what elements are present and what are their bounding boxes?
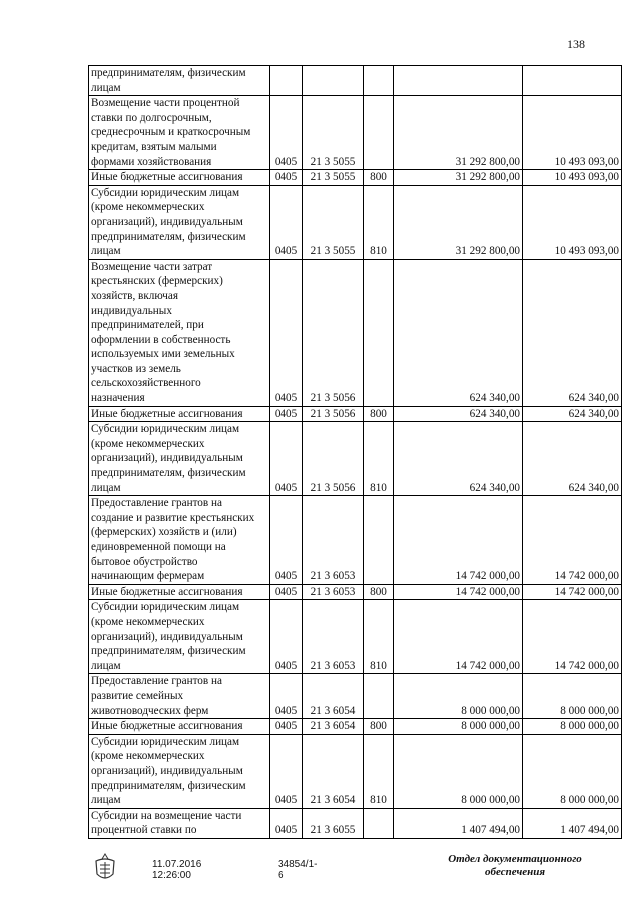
cell-section: 0405	[270, 406, 303, 422]
cell-article: 21 3 6054	[303, 719, 364, 735]
cell-expense-type	[364, 674, 394, 719]
cell-amount-2: 624 340,00	[523, 259, 622, 406]
cell-name	[89, 259, 270, 406]
cell-amount-1: 14 742 000,00	[394, 600, 523, 674]
cell-name-line: предпринимателям, физическим	[91, 230, 246, 243]
cell-name-line: сельскохозяйственного	[91, 377, 201, 390]
cell-name-line: создание и развитие крестьянских	[91, 511, 255, 524]
cell-name	[89, 734, 270, 808]
cell-amount-1: 1 407 494,00	[394, 808, 523, 838]
cell-name	[89, 406, 270, 422]
cell-article: 21 3 5056	[303, 259, 364, 406]
cell-name-line: бытовое обустройство	[91, 555, 198, 568]
cell-name-line: среднесрочным и краткосрочным	[91, 126, 251, 139]
cell-name-line: Иные бюджетные ассигнования	[91, 171, 243, 184]
table-row	[89, 584, 622, 600]
cell-name-line: организаций), индивидуальным	[91, 630, 243, 643]
cell-amount-2: 14 742 000,00	[523, 584, 622, 600]
cell-article: 21 3 6053	[303, 496, 364, 585]
cell-section: 0405	[270, 185, 303, 259]
cell-article: 21 3 6053	[303, 600, 364, 674]
cell-amount-1: 624 340,00	[394, 259, 523, 406]
cell-name-line: организаций), индивидуальным	[91, 764, 243, 777]
cell-name-line: (кроме некоммерческих	[91, 201, 205, 214]
cell-section: 0405	[270, 734, 303, 808]
cell-name	[89, 422, 270, 496]
table-row	[89, 674, 622, 719]
cell-article: 21 3 6053	[303, 584, 364, 600]
cell-name-line: предпринимателям, физическим	[91, 645, 246, 658]
cell-section: 0405	[270, 584, 303, 600]
cell-name	[89, 496, 270, 585]
cell-expense-type	[364, 808, 394, 838]
cell-article: 21 3 5056	[303, 406, 364, 422]
cell-name-line: Субсидии юридическим лицам	[91, 735, 240, 748]
cell-name-line: лицам	[91, 794, 121, 807]
cell-amount-2: 14 742 000,00	[523, 496, 622, 585]
cell-section: 0405	[270, 259, 303, 406]
cell-name-line: (фермерских) хозяйств и (или)	[91, 526, 237, 539]
page-number: 138	[567, 37, 585, 51]
cell-section: 0405	[270, 674, 303, 719]
table-row	[89, 170, 622, 186]
cell-name-line: индивидуальных	[91, 304, 172, 317]
footer-department	[440, 853, 590, 879]
footer-doc-number: 34854/1-6	[278, 859, 318, 881]
budget-table-body	[89, 66, 622, 839]
cell-name-line: предпринимателей, при	[91, 319, 204, 332]
coat-of-arms-icon	[92, 852, 118, 884]
cell-name-line: Субсидии юридическим лицам	[91, 601, 240, 614]
cell-amount-2: 14 742 000,00	[523, 600, 622, 674]
cell-name-line: Возмещение части затрат	[91, 260, 213, 273]
cell-article	[303, 66, 364, 96]
table-row	[89, 185, 622, 259]
cell-amount-1: 8 000 000,00	[394, 674, 523, 719]
cell-expense-type: 810	[364, 734, 394, 808]
cell-name-line: Субсидии юридическим лицам	[91, 423, 240, 436]
cell-article: 21 3 6054	[303, 674, 364, 719]
cell-name-line: животноводческих ферм	[91, 704, 209, 717]
footer-department-line1: Отдел документационного	[448, 853, 582, 865]
cell-name-line: Иные бюджетные ассигнования	[91, 585, 243, 598]
cell-expense-type	[364, 66, 394, 96]
cell-name-line: лицам	[91, 659, 121, 672]
table-row	[89, 66, 622, 96]
cell-name-line: формами хозяйствования	[91, 155, 212, 168]
table-row	[89, 406, 622, 422]
cell-name-line: Субсидии юридическим лицам	[91, 186, 240, 199]
cell-name-line: кредитам, взятым малыми	[91, 140, 217, 153]
cell-amount-2: 1 407 494,00	[523, 808, 622, 838]
footer-date: 11.07.2016 12:26:00	[152, 859, 202, 881]
cell-name-line: процентной ставки по	[91, 824, 197, 837]
cell-name	[89, 674, 270, 719]
cell-expense-type	[364, 96, 394, 170]
cell-name-line: лицам	[91, 245, 121, 258]
cell-name-line: (кроме некоммерческих	[91, 615, 205, 628]
cell-name-line: Возмещение части процентной	[91, 97, 240, 110]
table-row	[89, 600, 622, 674]
cell-section: 0405	[270, 96, 303, 170]
cell-article: 21 3 5055	[303, 185, 364, 259]
cell-article: 21 3 6055	[303, 808, 364, 838]
budget-table	[88, 65, 622, 839]
cell-amount-1: 14 742 000,00	[394, 584, 523, 600]
cell-name-line: (кроме некоммерческих	[91, 750, 205, 763]
cell-name-line: используемых ими земельных	[91, 348, 235, 361]
cell-name-line: назначения	[91, 392, 145, 405]
cell-expense-type	[364, 259, 394, 406]
cell-article: 21 3 5055	[303, 170, 364, 186]
cell-article: 21 3 5055	[303, 96, 364, 170]
cell-name-line: Предоставление грантов на	[91, 675, 222, 688]
cell-name-line: предпринимателям, физическим	[91, 779, 246, 792]
table-row	[89, 719, 622, 735]
table-row	[89, 808, 622, 838]
table-row	[89, 259, 622, 406]
cell-amount-2: 10 493 093,00	[523, 170, 622, 186]
cell-expense-type: 810	[364, 600, 394, 674]
cell-name	[89, 96, 270, 170]
cell-amount-1: 8 000 000,00	[394, 719, 523, 735]
cell-amount-1: 31 292 800,00	[394, 185, 523, 259]
cell-section: 0405	[270, 600, 303, 674]
cell-name	[89, 185, 270, 259]
cell-amount-2: 624 340,00	[523, 422, 622, 496]
cell-section: 0405	[270, 719, 303, 735]
cell-name-line: Предоставление грантов на	[91, 497, 222, 510]
cell-name-line: единовременной помощи на	[91, 541, 226, 553]
footer-department-line2: обеспечения	[484, 866, 545, 878]
cell-section: 0405	[270, 808, 303, 838]
cell-amount-1: 624 340,00	[394, 422, 523, 496]
cell-name-line: начинающим фермерам	[91, 570, 205, 583]
table-row	[89, 734, 622, 808]
table-row	[89, 96, 622, 170]
cell-name-line: Субсидии на возмещение части	[91, 809, 242, 822]
cell-expense-type: 800	[364, 170, 394, 186]
cell-amount-2: 8 000 000,00	[523, 719, 622, 735]
table-row	[89, 496, 622, 585]
cell-name-line: ставки по долгосрочным,	[91, 111, 212, 124]
cell-amount-2: 10 493 093,00	[523, 96, 622, 170]
cell-name-line: лицам	[91, 481, 121, 494]
cell-name	[89, 170, 270, 186]
cell-amount-1	[394, 66, 523, 96]
cell-expense-type: 810	[364, 185, 394, 259]
cell-amount-1: 8 000 000,00	[394, 734, 523, 808]
cell-expense-type: 800	[364, 406, 394, 422]
cell-name-line: предпринимателям, физическим	[91, 67, 246, 79]
cell-amount-2: 8 000 000,00	[523, 734, 622, 808]
cell-name-line: участков из земель	[91, 362, 181, 375]
cell-section: 0405	[270, 170, 303, 186]
cell-expense-type: 800	[364, 584, 394, 600]
cell-amount-1: 31 292 800,00	[394, 170, 523, 186]
cell-amount-1: 31 292 800,00	[394, 96, 523, 170]
cell-name-line: организаций), индивидуальным	[91, 452, 243, 465]
cell-name-line: лицам	[91, 81, 121, 94]
cell-amount-2	[523, 66, 622, 96]
cell-name-line: Иные бюджетные ассигнования	[91, 720, 243, 733]
cell-name-line: предпринимателям, физическим	[91, 467, 246, 480]
cell-expense-type: 810	[364, 422, 394, 496]
cell-amount-1: 14 742 000,00	[394, 496, 523, 585]
cell-section	[270, 66, 303, 96]
cell-name-line: крестьянских (фермерских)	[91, 275, 223, 288]
cell-name	[89, 584, 270, 600]
cell-amount-2: 10 493 093,00	[523, 185, 622, 259]
cell-article: 21 3 5056	[303, 422, 364, 496]
cell-name-line: развитие семейных	[91, 689, 184, 702]
cell-expense-type	[364, 496, 394, 585]
cell-amount-2: 624 340,00	[523, 406, 622, 422]
cell-expense-type: 800	[364, 719, 394, 735]
table-row	[89, 422, 622, 496]
cell-name-line: (кроме некоммерческих	[91, 437, 205, 450]
cell-amount-2: 8 000 000,00	[523, 674, 622, 719]
cell-name-line: хозяйств, включая	[91, 289, 179, 302]
cell-name-line: Иные бюджетные ассигнования	[91, 407, 243, 420]
cell-name-line: организаций), индивидуальным	[91, 215, 243, 228]
cell-name	[89, 66, 270, 96]
cell-section: 0405	[270, 422, 303, 496]
cell-section: 0405	[270, 496, 303, 585]
cell-name	[89, 600, 270, 674]
cell-article: 21 3 6054	[303, 734, 364, 808]
cell-name	[89, 808, 270, 838]
cell-name-line: оформлении в собственность	[91, 333, 231, 346]
cell-name	[89, 719, 270, 735]
cell-amount-1: 624 340,00	[394, 406, 523, 422]
